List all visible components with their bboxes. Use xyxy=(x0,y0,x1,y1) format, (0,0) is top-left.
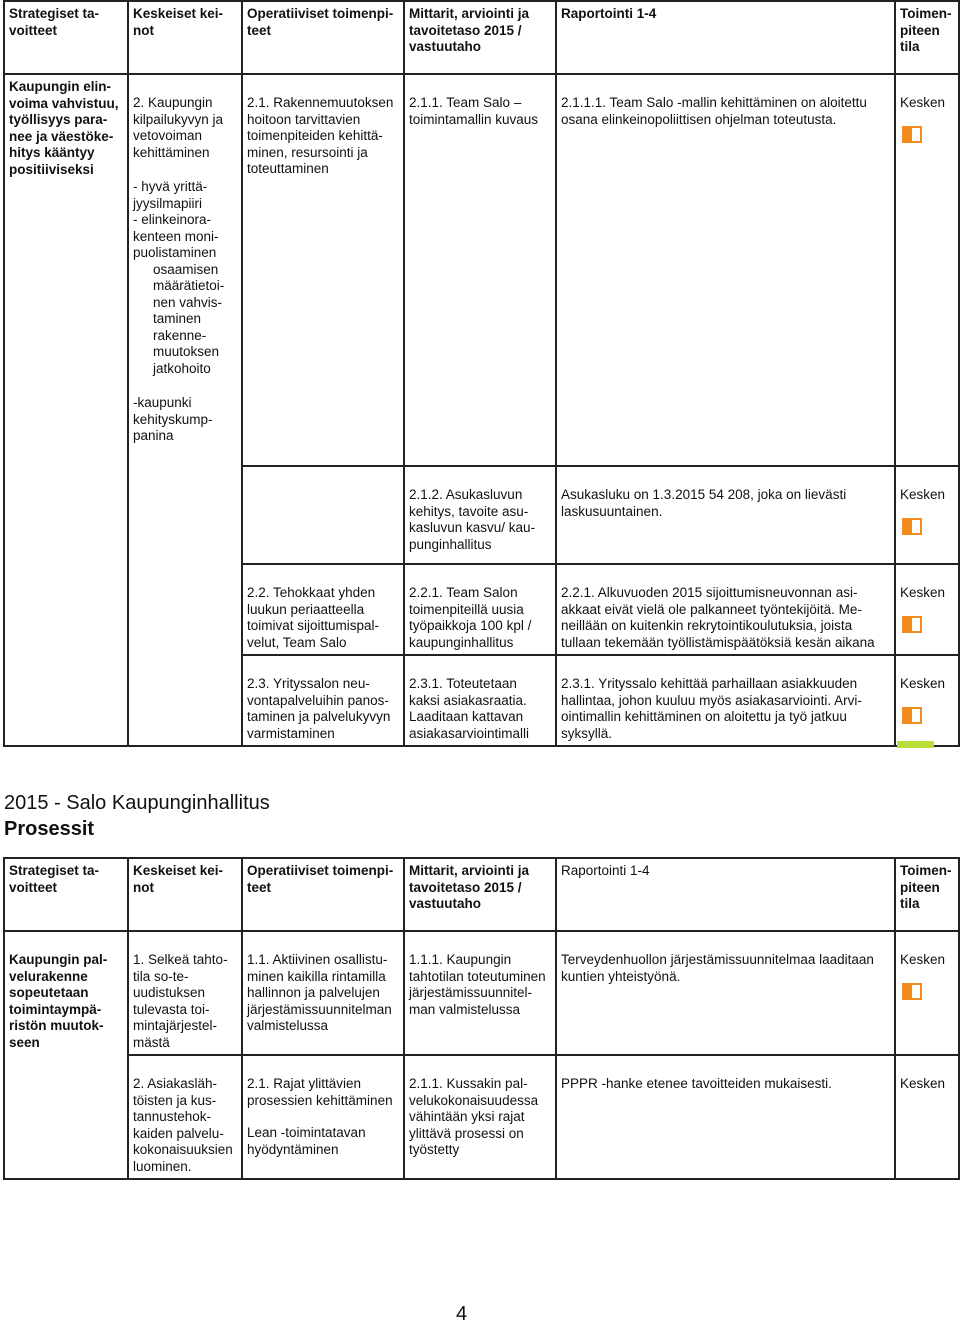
status-text: Kesken xyxy=(900,95,946,110)
operative-action-cell xyxy=(242,931,404,1055)
metric-cell: 2.3.1. Toteutetaan kaksi asiakasraatia. Laaditaan kattavan asiakasarviointimalli xyxy=(404,655,556,746)
table-header-row xyxy=(4,1,959,74)
report-cell: 2.3.1. Yrityssalo kehittää parhaillaan asiakkuuden hallintaa, johon kuuluu myös asiakasarviointi. Arvi-ointimallin kehittäminen on aloitettu ja työ jatkuu syksyllä. xyxy=(556,655,895,746)
strategic-goal-cell xyxy=(4,74,128,746)
metric-cell: 2.1.2. Asukasluvun kehitys, tavoite asu-kasluvun kasvu/ kau-punginhallitus xyxy=(404,466,556,564)
metric-cell: 1.1.1. Kaupungin tahtotilan toteutuminen järjestämissuunnitel-man valmistelussa xyxy=(404,931,556,1055)
key-means-subitem: osaamisen määrätietoi-nen vahvis-taminen xyxy=(153,261,225,326)
table-row xyxy=(4,1055,959,1179)
half-filled-status-icon xyxy=(902,126,922,143)
header-reporting: Raportointi 1-4 xyxy=(556,858,895,931)
header-status: Toimen-piteen tila xyxy=(895,858,959,931)
operative-action-cell: 2.2. Tehokkaat yhden luukun periaatteella toimivat sijoittumispal-velut, Team Salo xyxy=(242,564,404,655)
operative-action-cell: 2.3. Yrityssalon neu-vontapalveluihin panos-taminen ja palvelukyvyn varmistaminen xyxy=(242,655,404,746)
status-text: Kesken xyxy=(900,487,946,502)
operative-action-cell xyxy=(242,466,404,564)
process-table xyxy=(3,857,960,1180)
operative-action-text: 1.1. Aktiivinen osallistu-minen kaikilla rintamilla hallinnon ja palvelujen järjestämissuunnitelman valmistelussa xyxy=(247,952,392,1033)
header-strategic-goals: Strategiset ta-voitteet xyxy=(4,1,128,74)
strategic-goal-text: Kaupungin pal-velurakenne sopeutetaan toimintaympä-ristön muutok-seen xyxy=(9,952,108,1050)
status-text: Kesken xyxy=(900,1076,946,1091)
key-means-bullet: - hyvä yrittä-jyysilmapiiri xyxy=(133,179,208,211)
table-row xyxy=(4,931,959,1055)
accent-bar xyxy=(897,741,934,748)
table-header-row xyxy=(4,858,959,931)
report-cell: Asukasluku on 1.3.2015 54 208, joka on lievästi laskusuuntainen. xyxy=(556,466,895,564)
status-cell xyxy=(895,564,959,655)
operative-action-cell xyxy=(242,1055,404,1179)
header-key-means: Keskeiset kei-not xyxy=(128,858,242,931)
operative-action-text: 2.1. Rajat ylittävien prosessien kehittäminen xyxy=(247,1076,393,1108)
status-text: Kesken xyxy=(900,676,946,691)
status-cell xyxy=(895,466,959,564)
status-cell xyxy=(895,931,959,1055)
half-filled-status-icon xyxy=(902,518,922,535)
key-means-cell: 1. Selkeä tahto-tila so-te-uudistuksen tulevasta toi-mintajärjestel-mästä xyxy=(128,931,242,1055)
strategic-goal-text: Kaupungin elin-voima vahvistuu, työllisyys para-nee ja väestöke-hitys kääntyy positiiviseksi xyxy=(9,79,119,177)
key-means-cell xyxy=(128,74,242,746)
key-means-subitem: rakenne-muutoksen jatkohoito xyxy=(153,327,220,376)
report-cell: 2.1.1.1. Team Salo -mallin kehittäminen on aloitettu osana elinkeinopoliittisen ohjelman toteutusta. xyxy=(556,74,895,466)
goals-table xyxy=(3,0,960,747)
key-means-title: 2. Kaupungin kilpailukyvyn ja vetovoiman kehittäminen xyxy=(133,95,224,160)
status-text: Kesken xyxy=(900,585,946,600)
header-reporting: Raportointi 1-4 xyxy=(556,1,895,74)
header-operative-actions: Operatiiviset toimenpi-teet xyxy=(242,858,404,931)
section-subtitle: Prosessit xyxy=(4,818,95,840)
operative-action-text: Lean -toimintatavan hyödyntäminen xyxy=(247,1125,366,1157)
status-cell xyxy=(895,74,959,466)
header-operative-actions: Operatiiviset toimenpi-teet xyxy=(242,1,404,74)
report-cell: 2.2.1. Alkuvuoden 2015 sijoittumisneuvonnan asi-akkaat eivät vielä ole palkanneet työntekijöitä. Me-neillään on kuitenkin rekrytointikoulutuksia, joista tullaan tekemään työllistämispäätöksiä kesän aikana xyxy=(556,564,895,655)
header-metrics: Mittarit, arviointi ja tavoitetaso 2015 / vastuutaho xyxy=(404,858,556,931)
half-filled-status-icon xyxy=(902,616,922,633)
status-cell xyxy=(895,1055,959,1179)
header-key-means: Keskeiset kei-not xyxy=(128,1,242,74)
metric-cell: 2.1.1. Team Salo – toimintamallin kuvaus xyxy=(404,74,556,466)
strategic-goal-cell xyxy=(4,931,128,1179)
half-filled-status-icon xyxy=(902,983,922,1000)
key-means-cell: 2. Asiakasläh-töisten ja kus-tannustehok-kaiden palvelu-kokonaisuuksien luominen. xyxy=(128,1055,242,1179)
table-row xyxy=(4,74,959,466)
operative-action-cell: 2.1. Rakennemuutoksen hoitoon tarvittavien toimenpiteiden kehittä-minen, resursointi ja toteuttaminen xyxy=(242,74,404,466)
status-cell xyxy=(895,655,959,746)
page-number: 4 xyxy=(456,1303,468,1325)
half-filled-status-icon xyxy=(902,707,922,724)
report-cell: Terveydenhuollon järjestämissuunnitelmaa laaditaan kuntien yhteistyönä. xyxy=(556,931,895,1055)
report-cell: PPPR -hanke etenee tavoitteiden mukaisesti. xyxy=(556,1055,895,1179)
key-means-bullet: - elinkeinora-kenteen moni-puolistaminen xyxy=(133,212,219,260)
header-metrics: Mittarit, arviointi ja tavoitetaso 2015 / vastuutaho xyxy=(404,1,556,74)
metric-cell: 2.1.1. Kussakin pal-velukokonaisuudessa vähintään yksi rajat ylittävä prosessi on työstetty xyxy=(404,1055,556,1179)
metric-cell: 2.2.1. Team Salon toimenpiteillä uusia työpaikkoja 100 kpl / kaupunginhallitus xyxy=(404,564,556,655)
header-status: Toimen-piteen tila xyxy=(895,1,959,74)
section-title: 2015 - Salo Kaupunginhallitus xyxy=(4,792,270,814)
header-strategic-goals: Strategiset ta-voitteet xyxy=(4,858,128,931)
status-text: Kesken xyxy=(900,952,946,967)
key-means-last: -kaupunki kehityskump-panina xyxy=(133,395,213,443)
